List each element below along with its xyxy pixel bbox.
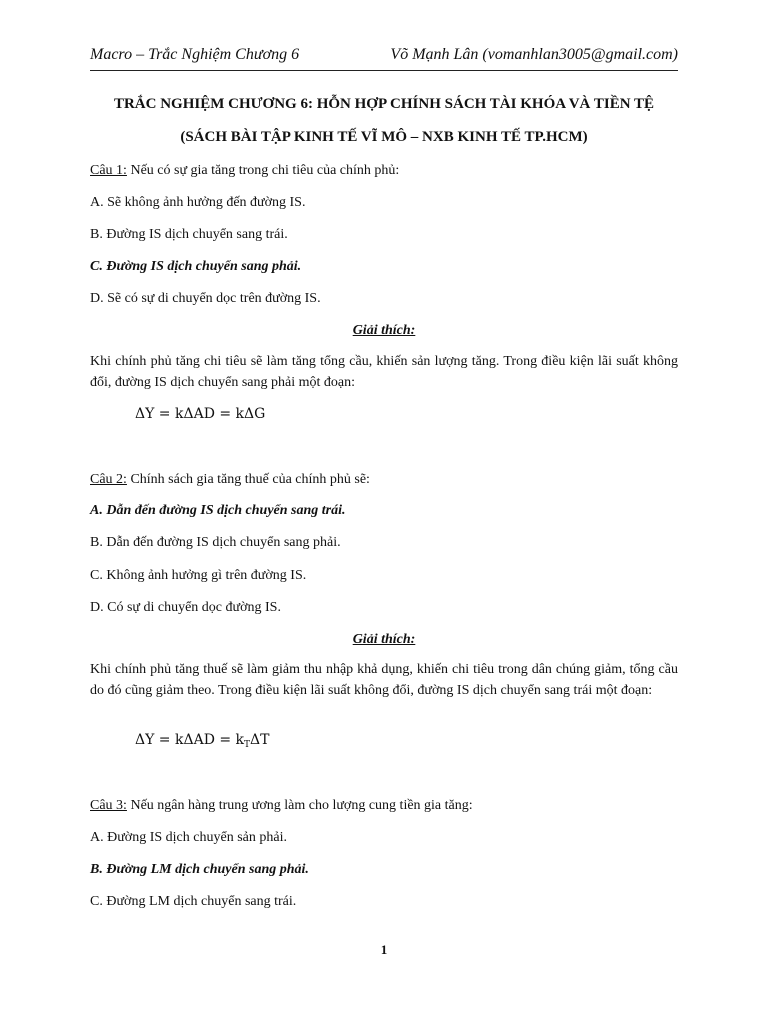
q2-explanation-heading: Giải thích: [352, 632, 416, 647]
q2-option-d: D. Có sự di chuyển dọc đường IS. [90, 600, 281, 615]
q2-option-a-correct: A. Dẫn đến đường IS dịch chuyển sang trái. [90, 503, 346, 518]
q1-option-d: D. Sẽ có sự di chuyển dọc trên đường IS. [90, 291, 321, 306]
q3-option-b-correct: B. Đường LM dịch chuyển sang phải. [90, 862, 309, 877]
q1-option-b: B. Đường IS dịch chuyển sang trái. [90, 227, 288, 242]
q1-explanation-heading: Giải thích: [352, 323, 416, 338]
question-3-text: Nếu ngân hàng trung ương làm cho lượng cung tiền gia tăng: [126, 798, 473, 813]
q2-option-b: B. Dẫn đến đường IS dịch chuyển sang phải. [90, 535, 341, 550]
title-line-1: TRẮC NGHIỆM CHƯƠNG 6: HỖN HỢP CHÍNH SÁCH TÀI KHÓA VÀ TIỀN TỆ [113, 96, 655, 112]
question-2-label: Câu 2: [90, 472, 127, 487]
question-2 [90, 470, 678, 490]
q2-option-c: C. Không ảnh hưởng gì trên đường IS. [90, 568, 307, 583]
q2-formula-main: ΔY = kΔAD = k [135, 732, 245, 748]
question-3 [90, 796, 678, 816]
question-2-text: Chính sách gia tăng thuế của chính phủ sẽ: [126, 472, 370, 487]
q2-formula-end: ΔT [250, 732, 270, 748]
q1-formula: ΔY = kΔAD = kΔG [135, 406, 266, 422]
page-header [90, 46, 678, 64]
page-number: 1 [380, 942, 388, 957]
question-1-text: Nếu có sự gia tăng trong chi tiêu của chính phủ: [126, 163, 400, 178]
question-1-label: Câu 1: [90, 163, 127, 178]
question-1 [90, 161, 678, 181]
q1-option-a: A. Sẽ không ảnh hưởng đến đường IS. [90, 195, 306, 210]
header-left: Macro – Trắc Nghiệm Chương 6 [90, 46, 300, 63]
q2-formula [135, 732, 270, 750]
q1-option-c-correct: C. Đường IS dịch chuyển sang phải. [90, 259, 302, 274]
question-3-label: Câu 3: [90, 798, 127, 813]
header-rule [90, 70, 678, 71]
title-line-2: (SÁCH BÀI TẬP KINH TẾ VĨ MÔ – NXB KINH TẾ TP.HCM) [180, 129, 588, 145]
q3-option-a: A. Đường IS dịch chuyển sản phải. [90, 830, 287, 845]
q3-option-c: C. Đường LM dịch chuyển sang trái. [90, 894, 297, 909]
q2-formula-subscript: T [244, 740, 251, 750]
header-right: Võ Mạnh Lân (vomanhlan3005@gmail.com) [390, 46, 678, 63]
q1-explanation: Khi chính phủ tăng chi tiêu sẽ làm tăng tổng cầu, khiến sản lượng tăng. Trong điều kiện lãi suất không đổi, đường IS dịch chuyển sang phải một đoạn: [90, 354, 678, 390]
q2-explanation: Khi chính phủ tăng thuế sẽ làm giảm thu nhập khả dụng, khiến chi tiêu trong dân chúng giảm, tổng cầu do đó cũng giảm theo. Trong điều kiện lãi suất không đổi, đường IS dịch chuyển sang trái một đoạn: [90, 662, 678, 698]
